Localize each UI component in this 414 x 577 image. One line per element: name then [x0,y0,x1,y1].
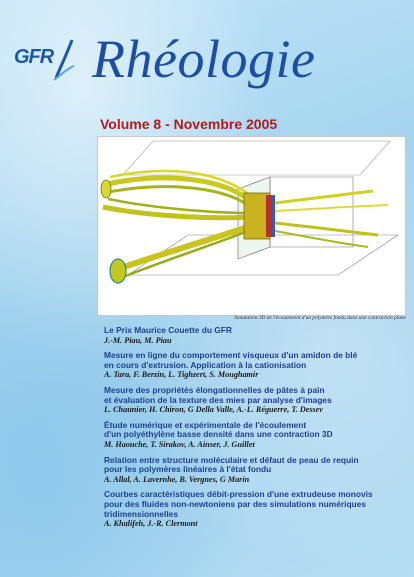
article-entry [104,326,404,345]
cover-figure [97,136,406,316]
logo-text: GFR [14,46,54,68]
article-authors: A. Allal, A. Lavernhe, B. Vergnes, G Marin [104,474,250,484]
article-authors: M. Haouche, T. Sirakov, A. Ainser, J. Guillet [104,439,255,449]
article-title: Courbes caractéristiques débit-pression d'une extrudeuse monovis pour des fluides non-newtoniens par des simulations numériques tridimensionnelles [104,489,373,519]
simulation-image [98,137,405,315]
article-entry [104,421,404,450]
article-entry [104,490,404,528]
volume-issue: Volume 8 - Novembre 2005 [100,116,278,132]
figure-caption: Simulation 3D de l'écoulement d'un polymère fondu dans une contraction plane [234,315,406,321]
logo-swoosh-icon [52,38,76,84]
article-authors: A. Tara, F. Berzin, L. Tighzert, S. Moughamir [104,370,259,380]
article-authors: J.-M. Piau, M. Piau [104,335,172,345]
article-title: Étude numérique et expérimentale de l'écoulement d'un polyéthylène basse densité dans une contraction 3D [104,419,333,440]
article-authors: L. Chaunier, H. Chiron, G Della Valle, A.-L. Réguerre, T. Dessev [104,405,323,415]
article-entry [104,456,404,485]
table-of-contents [104,326,404,535]
article-authors: A. Khalifeh, J.-R. Clermont [104,519,198,529]
article-title: Le Prix Maurice Couette du GFR [104,325,232,335]
article-title: Mesure des propriétés élongationnelles de pâtes à pain et évaluation de la texture des mies par analyse d'images [104,384,332,405]
gfr-logo [14,38,76,84]
article-entry [104,386,404,415]
article-entry [104,351,404,380]
article-title: Relation entre structure moléculaire et défaut de peau de requin pour les polymères linéaires à l'état fondu [104,454,359,475]
journal-title: Rhéologie [92,29,316,89]
article-title: Mesure en ligne du comportement visqueux d'un amidon de blé en cours d'extrusion. Application à la cationisation [104,350,358,370]
